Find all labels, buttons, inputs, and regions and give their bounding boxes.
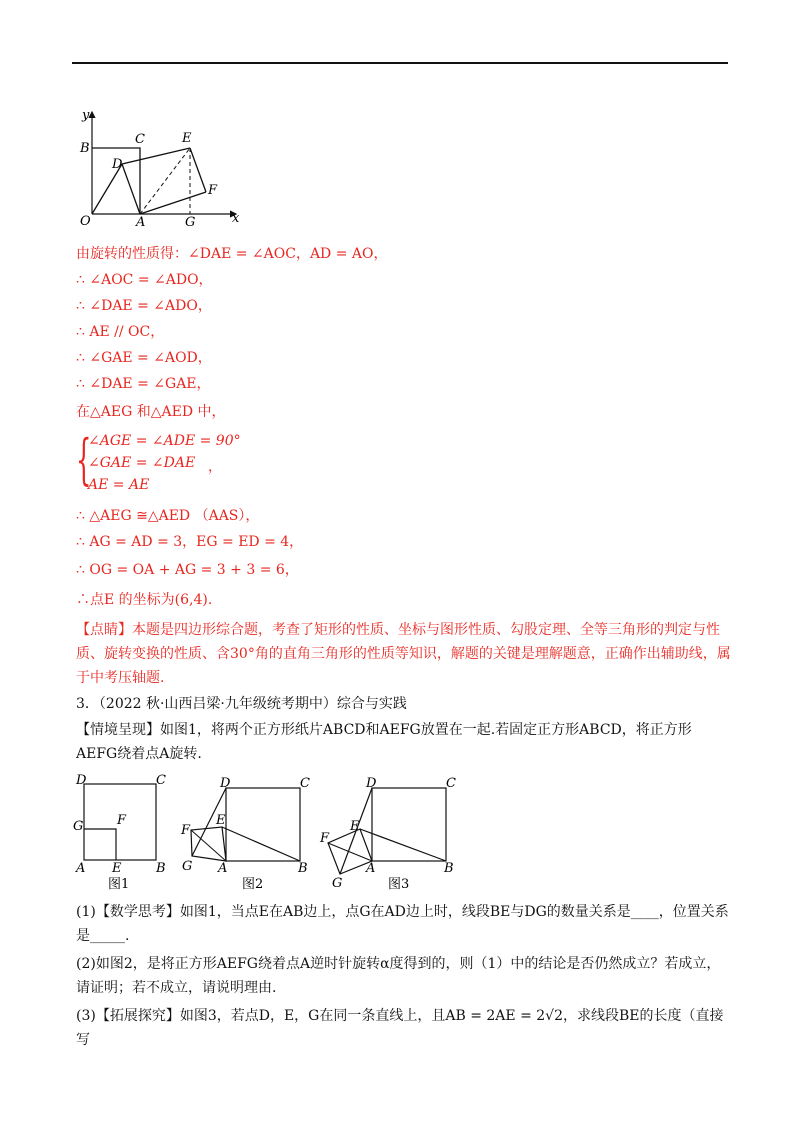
- problem-figures: [70, 772, 470, 896]
- fig1-label-f: F: [117, 813, 127, 828]
- question-3: (3)【拓展探究】如图3，若点D，E，G在同一条直线上，且AB = 2AE = 2√2，求线段BE的长度（直接写: [76, 1008, 724, 1048]
- fig2-label-f: F: [181, 823, 191, 838]
- problem-intro: 【情境呈现】如图1，将两个正方形纸片ABCD和AEFG放置在一起.若固定正方形ABCD，将正方形AEFG绕着点A旋转.: [76, 722, 692, 762]
- fig1-label-g: G: [73, 819, 84, 834]
- fig1-label-a: A: [76, 861, 86, 876]
- fig2-label-g: G: [182, 859, 193, 874]
- solution-line-9: ∴ AG = AD = 3，EG = ED = 4，: [76, 534, 304, 550]
- point-label-c: C: [135, 132, 145, 147]
- equation-system: [76, 430, 296, 496]
- fig3-label-g: G: [332, 876, 343, 891]
- fig3-label-b: B: [444, 861, 454, 876]
- point-label-a: A: [136, 215, 146, 228]
- point-label-d: D: [112, 157, 123, 172]
- system-line-2: ∠GAE = ∠DAE: [88, 455, 196, 471]
- comment-tag: 【点睛】: [76, 622, 132, 638]
- point-label-g: G: [185, 215, 196, 228]
- solution-line-1: 由旋转的性质得：∠DAE = ∠AOC，AD = AO，: [76, 246, 388, 262]
- solution-line-7: 在△AEG 和△AED 中，: [76, 404, 226, 420]
- y-axis-label: y: [82, 108, 90, 123]
- solution-line-5: ∴ ∠GAE = ∠AOD，: [76, 350, 212, 366]
- fig2-label-e: E: [216, 813, 226, 828]
- fig2-caption: 图2: [242, 877, 264, 892]
- system-line-3: AE = AE: [88, 477, 150, 493]
- fig3-label-c: C: [446, 776, 456, 791]
- brace-symbol: {: [76, 428, 92, 491]
- fig3-label-e: E: [350, 819, 360, 834]
- problem-heading: 3．（2022 秋·山西吕梁·九年级统考期中）综合与实践: [76, 696, 407, 712]
- comment-paragraph: [76, 618, 732, 690]
- fig3-caption: 图3: [388, 877, 410, 892]
- fig1-label-c: C: [156, 773, 166, 788]
- fig1-label-b: B: [156, 861, 166, 876]
- solution-line-8: ∴ △AEG ≅△AED （AAS），: [76, 508, 260, 524]
- solution-line-4: ∴ AE // OC，: [76, 324, 165, 340]
- solution-line-2: ∴ ∠AOC = ∠ADO，: [76, 272, 213, 288]
- comment-text: 本题是四边形综合题，考查了矩形的性质、坐标与图形性质、勾股定理、全等三角形的判定与性质、旋转变换的性质、含30°角的直角三角形的性质等知识，解题的关键是理解题意，正确作出辅助线，属于中考压轴题.: [76, 622, 731, 686]
- fig3-label-d: D: [366, 776, 377, 791]
- solution-line-10: ∴ OG = OA + AG = 3 + 3 = 6，: [76, 562, 299, 578]
- coordinate-figure: [74, 104, 244, 228]
- header-rule: [72, 62, 728, 64]
- system-line-1: ∠AGE = ∠ADE = 90°: [88, 433, 241, 449]
- fig2-label-d: D: [220, 776, 231, 791]
- solution-line-3: ∴ ∠DAE = ∠ADO，: [76, 298, 212, 314]
- solution-line-11: ∴点E 的坐标为(6,4).: [76, 592, 213, 608]
- fig2-label-c: C: [300, 776, 310, 791]
- fig2-label-a: A: [218, 861, 228, 876]
- fig3-label-f: F: [320, 831, 330, 846]
- fig2-label-b: B: [298, 861, 308, 876]
- fig1-label-e: E: [112, 861, 122, 876]
- point-label-e: E: [182, 131, 192, 146]
- solution-line-6: ∴ ∠DAE = ∠GAE，: [76, 376, 211, 392]
- fig3-label-a: A: [366, 861, 376, 876]
- point-label-f: F: [208, 183, 218, 198]
- fig1-label-d: D: [76, 773, 87, 788]
- fig1-caption: 图1: [108, 877, 130, 892]
- point-label-o: O: [80, 214, 91, 228]
- x-axis-label: x: [232, 211, 240, 226]
- question-2: (2)如图2，是将正方形AEFG绕着点A逆时针旋转α度得到的，则（1）中的结论是否仍然成立？若成立，请证明；若不成立，请说明理由.: [76, 956, 721, 996]
- system-tail: ，: [208, 459, 222, 475]
- question-1: (1)【数学思考】如图1，当点E在AB边上，点G在AD边上时，线段BE与DG的数量关系是____，位置关系是_____.: [76, 904, 729, 944]
- point-label-b: B: [80, 141, 90, 156]
